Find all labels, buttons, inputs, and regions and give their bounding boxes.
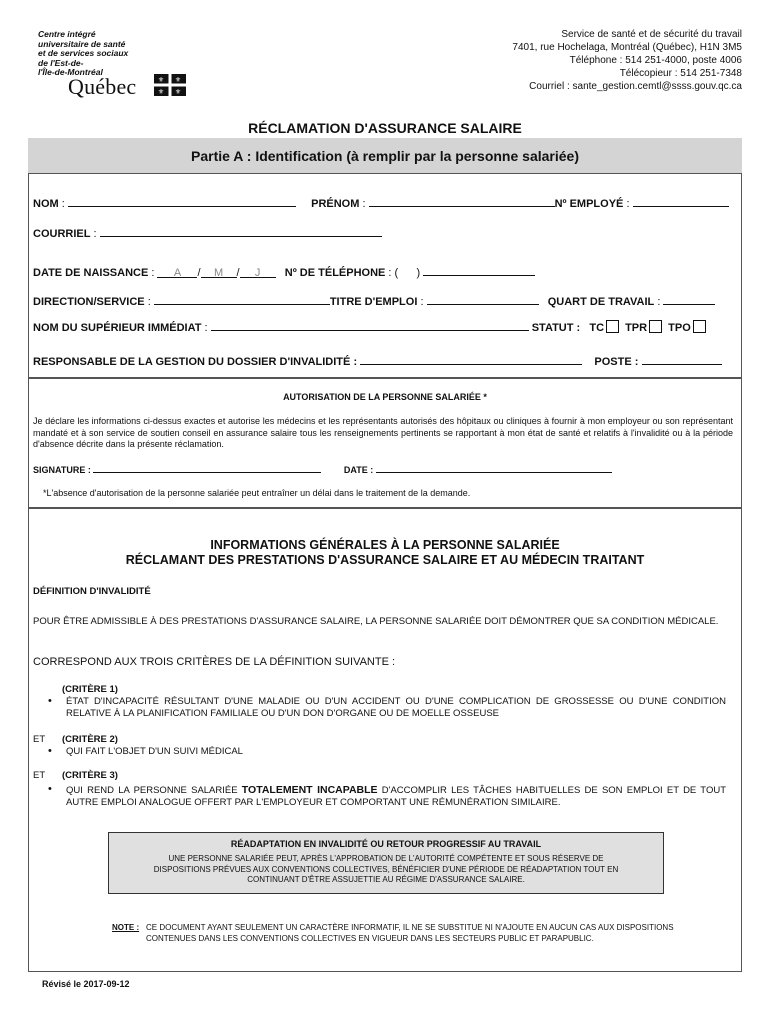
et-label-2: ET [33, 770, 46, 781]
part-a-box [28, 138, 742, 378]
info-box [28, 508, 742, 972]
criteria-intro: CORRESPOND AUX TROIS CRITÈRES DE LA DÉFINITION SUIVANTE : [33, 656, 396, 668]
tc-checkbox[interactable] [606, 320, 619, 333]
row-birth: DATE DE NAISSANCE : A / M / J Nº DE TÉLÉPHONE : ( ) [33, 265, 535, 279]
row-signature: SIGNATURE : DATE : [33, 464, 612, 475]
quebec-logo-text: Québec [68, 74, 137, 99]
responsable-field[interactable] [360, 354, 582, 365]
employe-field[interactable] [633, 196, 729, 207]
birth-month-field[interactable]: M [201, 267, 237, 278]
superieur-field[interactable] [211, 320, 529, 331]
organization-name: Centre intégré universitaire de santé et de services sociaux de l'Est-de- l'Île-de-Montréal [38, 29, 129, 77]
criterion-3-text: QUI REND LA PERSONNE SALARIÉE TOTALEMENT INCAPABLE D'ACCOMPLIR LES TÂCHES HABITUELLES DE SON EMPLOI ET DE TOUT AUTRE EMPLOI ANALOGUE OFFERT PAR L'EMPLOYEUR ET COMPORTANT UNE RÉMUNÉRATION SIMILAIRE. [66, 784, 726, 808]
birth-day-field[interactable]: J [240, 267, 276, 278]
row-superieur: NOM DU SUPÉRIEUR IMMÉDIAT : STATUT : TC TPR TPO [33, 320, 709, 334]
row-email: COURRIEL : [33, 226, 382, 240]
info-heading-1: INFORMATIONS GÉNÉRALES À LA PERSONNE SALARIÉE [210, 538, 560, 552]
birth-year-field[interactable]: A [157, 267, 197, 278]
criterion-1-label: (CRITÈRE 1) [62, 684, 118, 695]
svg-text:⚜: ⚜ [174, 77, 182, 84]
revision-date: Révisé le 2017-09-12 [42, 979, 130, 989]
address-block: Service de santé et de sécurité du travail 7401, rue Hochelaga, Montréal (Québec), H1N 3M5 Téléphone : 514 251-4000, poste 4006 Télécopieur : 514 251-7348 Courriel : sante_gestion.cemtl@ssss.gouv.qc.ca [512, 29, 742, 92]
svg-text:⚜: ⚜ [157, 89, 165, 96]
tpo-checkbox[interactable] [693, 320, 706, 333]
readaptation-title: RÉADAPTATION EN INVALIDITÉ OU RETOUR PROGRESSIF AU TRAVAIL [230, 839, 542, 849]
row-name: NOM : PRÉNOM : Nº EMPLOYÉ : [33, 196, 729, 210]
et-label-1: ET [33, 734, 46, 745]
bullet-icon: • [48, 745, 52, 757]
readaptation-box [108, 832, 664, 894]
criterion-1-text: ÉTAT D'INCAPACITÉ RÉSULTANT D'UNE MALADIE OU D'UN ACCIDENT OU D'UNE COMPLICATION DE GROSSESSE OU D'UNE CONDITION RELATIVE À LA PLANIFICATION FAMILIALE OU D'UN DON D'ORGANE OU DE MOELLE OSSEUSE [66, 696, 726, 719]
definition-title: DÉFINITION D'INVALIDITÉ [33, 586, 151, 597]
form-title: RÉCLAMATION D'ASSURANCE SALAIRE [248, 120, 522, 136]
telephone-field[interactable] [423, 265, 535, 276]
definition-text: POUR ÊTRE ADMISSIBLE À DES PRESTATIONS D'ASSURANCE SALAIRE, LA PERSONNE SALARIÉE DOIT DÉMONTRER QUE SA CONDITION MÉDICALE. [33, 616, 719, 627]
poste-field[interactable] [642, 354, 722, 365]
authorization-text: Je déclare les informations ci-dessus exactes et autorise les médecins et les représentants autorisés des hôpitaux ou cliniques à fournir à mon employeur ou son représentant mandaté et à son service de soutien conseil en assurance salaire tous les renseignements pertinents se rapportant à mon état de santé et relatifs à l'invalidité ou à la période d'absence décrite dans la présente réclamation. [33, 416, 733, 449]
criterion-2-text: QUI FAIT L'OBJET D'UN SUIVI MÉDICAL [66, 746, 243, 757]
courriel-field[interactable] [100, 226, 382, 237]
bullet-icon: • [48, 695, 52, 707]
part-a-heading: Partie A : Identification (à remplir par la personne salariée) [28, 138, 742, 174]
prenom-field[interactable] [369, 196, 555, 207]
tpr-checkbox[interactable] [649, 320, 662, 333]
authorization-footnote: *L'absence d'autorisation de la personne salariée peut entraîner un délai dans le traitement de la demande. [43, 488, 471, 498]
titre-field[interactable] [427, 294, 539, 305]
authorization-heading: AUTORISATION DE LA PERSONNE SALARIÉE * [283, 392, 487, 402]
info-heading-2: RÉCLAMANT DES PRESTATIONS D'ASSURANCE SALAIRE ET AU MÉDECIN TRAITANT [125, 553, 645, 567]
direction-field[interactable] [154, 294, 330, 305]
criterion-3-label: (CRITÈRE 3) [62, 770, 118, 781]
quebec-flag-icon [154, 74, 186, 96]
auth-date-field[interactable] [376, 464, 612, 473]
note-text: CE DOCUMENT AYANT SEULEMENT UN CARACTÈRE INFORMATIF, IL NE SE SUBSTITUE NI N'AJOUTE EN AUCUN CAS AUX DISPOSITIONS CONTENUES DANS LES CONVENTIONS COLLECTIVES EN VIGUEUR DANS LES SECTEURS PUBLIC ET PARAPUBLIC. [146, 923, 674, 943]
quart-field[interactable] [663, 294, 715, 305]
note-label: NOTE : [112, 923, 140, 932]
note-block [112, 922, 676, 944]
readaptation-text: UNE PERSONNE SALARIÉE PEUT, APRÈS L'APPROBATION DE L'AUTORITÉ COMPÉTENTE ET SOUS RÉSERVE DE DISPOSITIONS PRÉVUES AUX CONVENTIONS COLLECTIVES, BÉNÉFICIER D'UNE PÉRIODE DE RÉADAPTATION TOUT EN CONTINUANT D'ÊTRE ASSUJETTIE AU RÉGIME D'ASSURANCE SALAIRE. [153, 854, 619, 884]
signature-field[interactable] [93, 464, 321, 473]
nom-field[interactable] [68, 196, 296, 207]
svg-text:⚜: ⚜ [174, 89, 182, 96]
svg-text:⚜: ⚜ [157, 77, 165, 84]
criterion-2-label: (CRITÈRE 2) [62, 734, 118, 745]
row-responsable: RESPONSABLE DE LA GESTION DU DOSSIER D'INVALIDITÉ : POSTE : [33, 354, 722, 368]
bullet-icon: • [48, 783, 52, 795]
row-direction: DIRECTION/SERVICE : TITRE D'EMPLOI : QUART DE TRAVAIL : [33, 294, 715, 308]
